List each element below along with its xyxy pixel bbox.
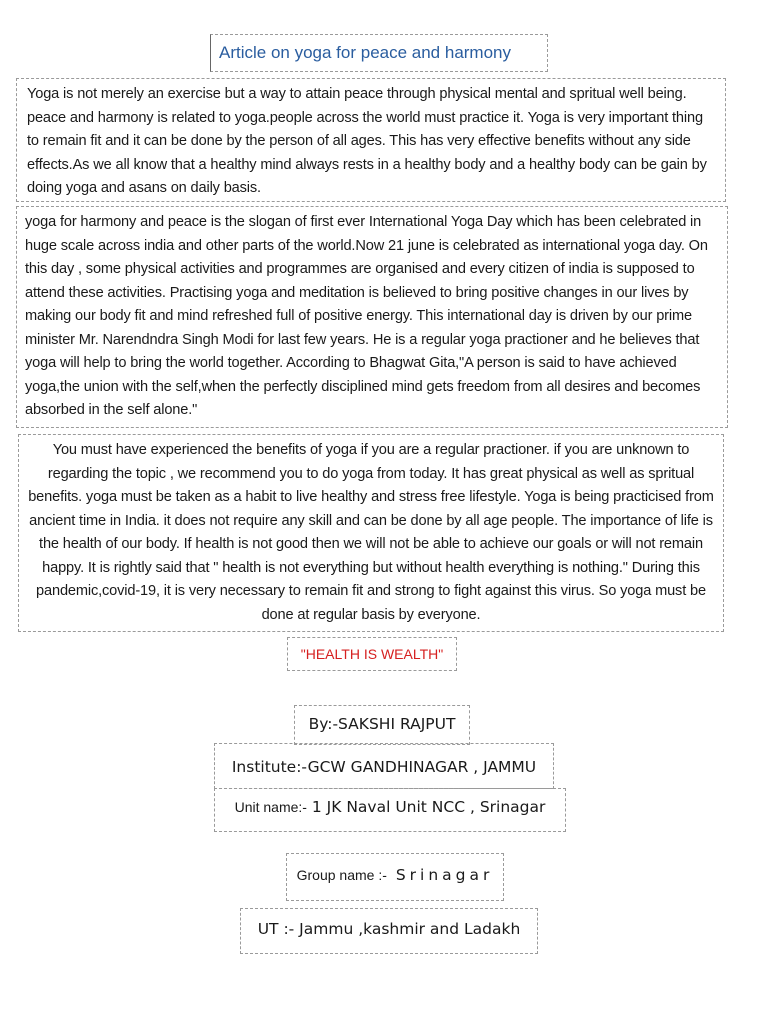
article-title: Article on yoga for peace and harmony bbox=[210, 34, 548, 72]
author-ut: UT :- Jammu ,kashmir and Ladakh bbox=[240, 908, 538, 954]
paragraph-yoga-day: yoga for harmony and peace is the slogan of first ever International Yoga Day which has been celebrated in huge scale across india and other parts of the world.Now 21 june is celebrated as international yoga day. On this day , some physical activities and programmes are organised and every citizen of india is supposed to attend these activities. Practising yoga and meditation is believed to bring positive changes in our lives by making our body fit and mind refreshed full of positive energy. This international day is driven by our prime minister Mr. Narendndra Singh Modi for last few years. He is a regular yoga practioner and he believes that yoga will help to bring the world together. According to Bhagwat Gita,"A person is said to have achieved yoga,the union with the self,when the perfectly disciplined mind gets freedom from all desires and becomes absorbed in the self alone." bbox=[16, 206, 728, 428]
group-value: Srinagar bbox=[386, 866, 494, 884]
group-label: Group name :- bbox=[296, 867, 387, 883]
paragraph-benefits: You must have experienced the benefits of yoga if you are a regular practioner. if you are unknown to regarding the topic , we recommend you to do yoga from today. It has great physical as well as spritual benefits. yoga must be taken as a habit to live healthy and stress free lifestyle. Yoga is being practicised from ancient time in India. it does not require any skill and can be done by all age people. The importance of life is the health of our body. If health is not good then we will not be able to achieve our goals or will not remain happy. It is rightly said that " health is not everything but without health everything is nothing." During this pandemic,covid-19, it is very necessary to remain fit and strong to fight against this virus. So yoga must be done at regular basis by everyone. bbox=[18, 434, 724, 632]
paragraph-intro: Yoga is not merely an exercise but a way to attain peace through physical mental and spritual well being. peace and harmony is related to yoga.people across the world must practice it. Yoga is very important thing to remain fit and it can be done by the person of all ages. This has very effective benefits without any side effects.As we all know that a healthy mind always rests in a healthy body and a healthy body can be gain by doing yoga and asans on daily basis. bbox=[16, 78, 726, 202]
author-unit bbox=[214, 788, 566, 832]
author-institute: Institute:-GCW GANDHINAGAR , JAMMU bbox=[214, 743, 554, 789]
motto: "HEALTH IS WEALTH" bbox=[287, 637, 457, 671]
author-group bbox=[286, 853, 504, 901]
unit-value: 1 JK Naval Unit NCC , Srinagar bbox=[306, 798, 546, 816]
author-name: By:-SAKSHI RAJPUT bbox=[294, 705, 470, 745]
unit-label: Unit name:- bbox=[234, 799, 307, 815]
